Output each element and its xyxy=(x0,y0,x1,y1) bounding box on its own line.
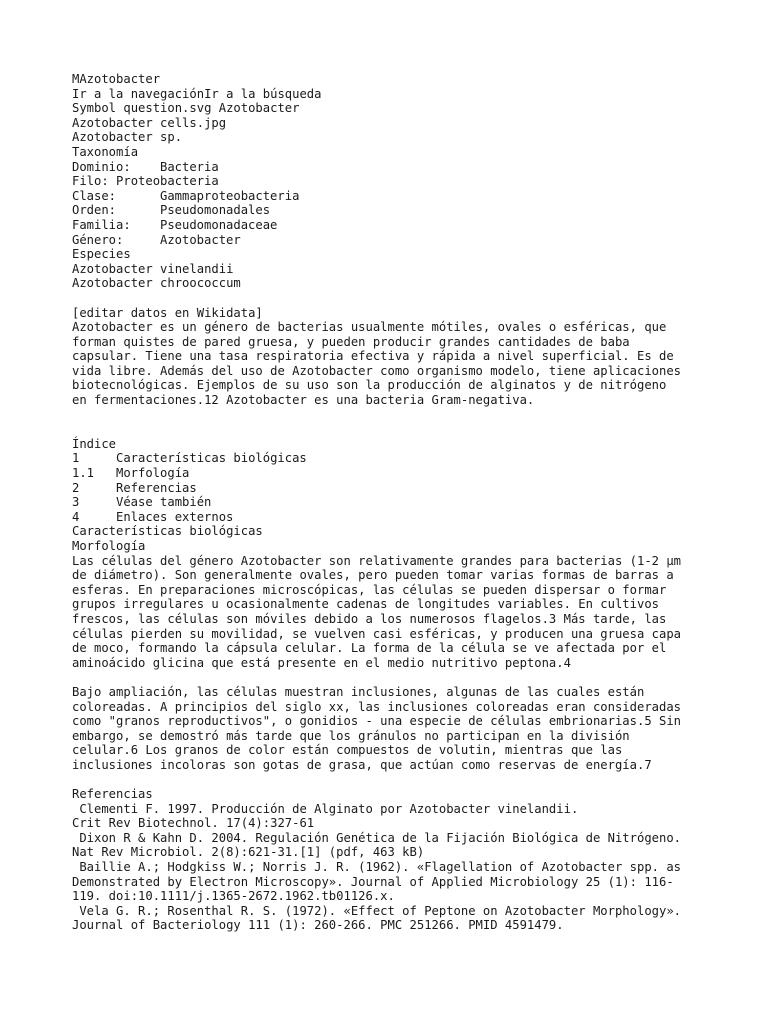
index-label[interactable]: Enlaces externos xyxy=(116,509,234,524)
image-caption: Azotobacter sp. xyxy=(72,130,183,145)
reference-line[interactable]: Nat Rev Microbiol. 2(8):621-31.[1] (pdf, 463 kB) xyxy=(72,845,425,860)
reference-line: Dixon R & Kahn D. 2004. Regulación Genética de la Fijación Biológica de Nitrógeno. xyxy=(72,830,682,845)
taxonomy-key: Dominio: xyxy=(72,159,131,174)
taxonomy-row xyxy=(72,233,712,248)
taxonomy-value: Gammaproteobacteria xyxy=(160,188,300,203)
reference-line: Clementi F. 1997. Producción de Alginato por Azotobacter vinelandii. xyxy=(72,801,579,816)
taxonomy-key: Filo: xyxy=(72,174,109,189)
section-heading-bio: Características biológicas xyxy=(72,524,263,539)
text-line: de moco, formando la cápsula celular. La forma de la célula se ve afectada por el xyxy=(72,641,667,656)
text-line: inclusiones incoloras son gotas de grasa, que actúan como reservas de energía.7 xyxy=(72,757,652,772)
document-page xyxy=(72,72,712,933)
reference-line: Baillie A.; Hodgkiss W.; Norris J. R. (1962). «Flagellation of Azotobacter spp. as xyxy=(72,860,682,875)
text-line: Azotobacter es un género de bacterias usualmente mótiles, ovales o esféricas, que xyxy=(72,320,667,335)
index-label[interactable]: Referencias xyxy=(116,480,197,495)
text-line: capsular. Tiene una tasa respiratoria efectiva y rápida a nivel superficial. Es de xyxy=(72,349,674,364)
index-label[interactable]: Véase también xyxy=(116,495,212,510)
index-item[interactable] xyxy=(72,451,712,466)
species-item[interactable]: Azotobacter vinelandii xyxy=(72,261,234,276)
species-heading: Especies xyxy=(72,247,131,262)
reference-line: Vela G. R.; Rosenthal R. S. (1972). «Effect of Peptone on Azotobacter Morphology». xyxy=(72,903,682,918)
reference-line: Crit Rev Biotechnol. 17(4):327-61 xyxy=(72,816,315,831)
text-line: vida libre. Además del uso de Azotobacter como organismo modelo, tiene aplicaciones xyxy=(72,363,682,378)
taxonomy-value: Pseudomonadaceae xyxy=(160,217,278,232)
taxonomy-value: Bacteria xyxy=(160,159,219,174)
index-number: 1 xyxy=(72,451,80,466)
taxonomy-key: Familia: xyxy=(72,217,131,232)
symbol-line: Symbol question.svg Azotobacter xyxy=(72,101,300,116)
index-label[interactable]: Características biológicas xyxy=(116,451,307,466)
text-line: forman quistes de pared gruesa, y pueden producir grandes cantidades de baba xyxy=(72,334,630,349)
text-line: Las células del género Azotobacter son relativamente grandes para bacterias (1-2 µm xyxy=(72,553,682,568)
index-number: 4 xyxy=(72,509,80,524)
taxonomy-key: Género: xyxy=(72,232,124,247)
text-line: en fermentaciones.12 Azotobacter es una bacteria Gram-negativa. xyxy=(72,393,535,408)
taxonomy-row xyxy=(72,160,712,175)
index-number: 2 xyxy=(72,480,80,495)
index-item[interactable] xyxy=(72,495,712,510)
text-line: embargo, se demostró más tarde que los gránulos no participan en la división xyxy=(72,728,630,743)
species-item[interactable]: Azotobacter chroococcum xyxy=(72,276,241,291)
references-heading: Referencias xyxy=(72,787,153,802)
taxonomy-key: Orden: xyxy=(72,203,117,218)
intro-paragraph xyxy=(72,320,712,408)
text-line: Bajo ampliación, las células muestran inclusiones, algunas de las cuales están xyxy=(72,684,645,699)
text-line: esferas. En preparaciones microscópicas, las células se pueden dispersar o formar xyxy=(72,582,667,597)
taxonomy-row xyxy=(72,218,712,233)
morphology-paragraph-1 xyxy=(72,554,712,671)
reference-line: Demonstrated by Electron Microscopy». Journal of Applied Microbiology 25 (1): 116- xyxy=(72,874,674,889)
text-line: aminoácido glicina que está presente en el medio nutritivo peptona.4 xyxy=(72,655,571,670)
reference-line[interactable]: Journal of Bacteriology 111 (1): 260-266. PMC 251266. PMID 4591479. xyxy=(72,918,564,933)
text-line: de diámetro). Son generalmente ovales, pero pueden tomar varias formas de barras a xyxy=(72,568,674,583)
morphology-paragraph-2 xyxy=(72,685,712,773)
text-line: como "granos reproductivos", o gonidios - una especie de células embrionarias.5 Sin xyxy=(72,714,682,729)
taxonomy-value: Azotobacter xyxy=(160,232,241,247)
references-list xyxy=(72,802,712,933)
taxonomy-heading: Taxonomía xyxy=(72,144,139,159)
navigation-links[interactable]: Ir a la navegaciónIr a la búsqueda xyxy=(72,86,322,101)
taxonomy-row xyxy=(72,203,712,218)
taxonomy-key: Clase: xyxy=(72,188,117,203)
index-item[interactable] xyxy=(72,466,712,481)
text-line: grupos irregulares u ocasionalmente cadenas de longitudes variables. En cultivos xyxy=(72,597,659,612)
image-file-link[interactable]: Azotobacter cells.jpg xyxy=(72,115,227,130)
taxonomy-value: Proteobacteria xyxy=(116,174,219,189)
text-line: celular.6 Los granos de color están compuestos de volutin, mientras que las xyxy=(72,743,623,758)
section-heading-morph: Morfología xyxy=(72,539,146,553)
index-number: 1.1 xyxy=(72,466,95,481)
index-item[interactable] xyxy=(72,481,712,496)
text-line: biotecnológicas. Ejemplos de su uso son la producción de alginatos y de nitrógeno xyxy=(72,378,667,393)
reference-line[interactable]: 119. doi:10.1111/j.1365-2672.1962.tb01126.x. xyxy=(72,889,395,904)
wikidata-link[interactable]: [editar datos en Wikidata] xyxy=(72,305,263,320)
taxonomy-value: Pseudomonadales xyxy=(160,203,271,218)
index-label[interactable]: Morfología xyxy=(116,466,190,481)
page-title: MAzotobacter xyxy=(72,72,161,86)
taxonomy-row xyxy=(72,174,712,189)
text-line: frescos, las células son móviles debido a los numerosos flagelos.3 Más tarde, las xyxy=(72,611,667,626)
index-heading: Índice xyxy=(72,436,117,451)
text-line: coloreadas. A principios del siglo xx, las inclusiones coloreadas eran consideradas xyxy=(72,699,682,714)
index-number: 3 xyxy=(72,495,80,510)
text-line: células pierden su movilidad, se vuelven casi esféricas, y producen una gruesa capa xyxy=(72,626,682,641)
index-item[interactable] xyxy=(72,510,712,525)
taxonomy-row xyxy=(72,189,712,204)
